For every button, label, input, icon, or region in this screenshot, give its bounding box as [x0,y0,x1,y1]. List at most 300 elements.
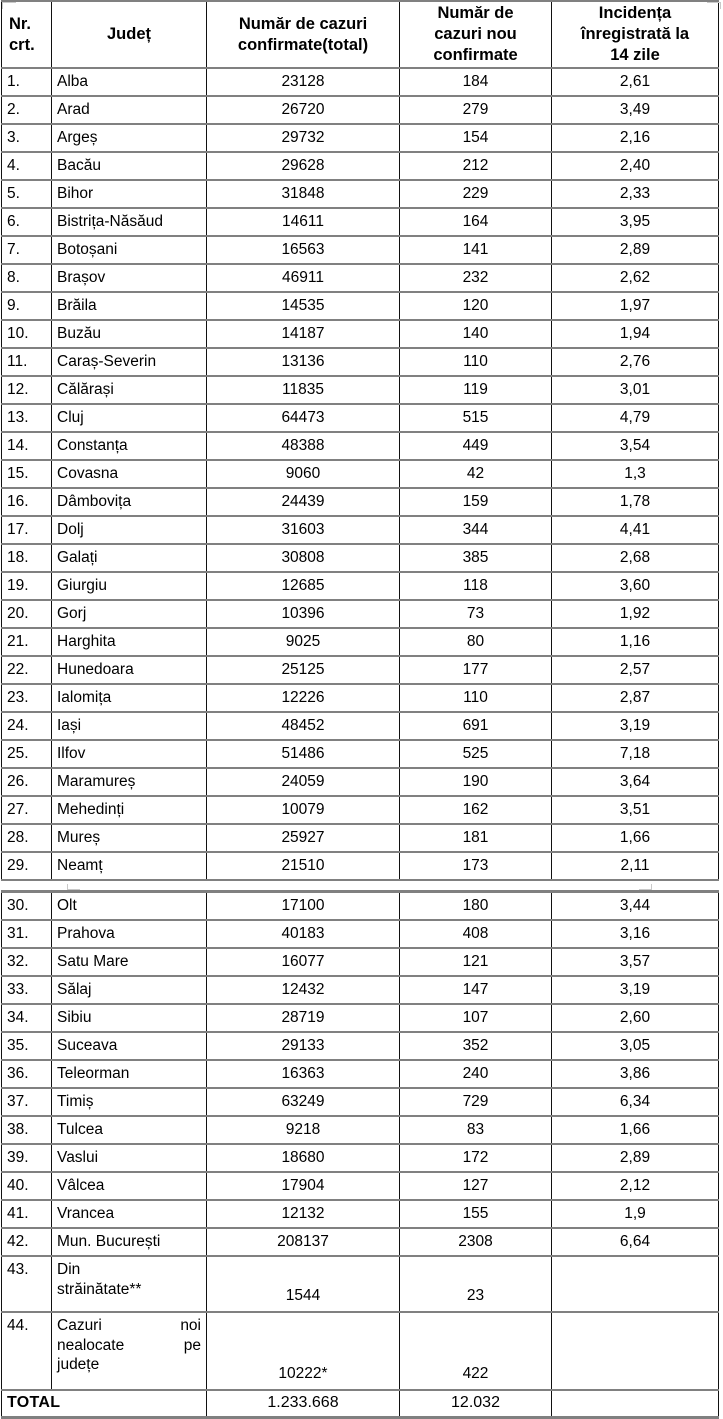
table-row [2,1312,719,1390]
cell-new-cases: 172 [400,1144,552,1172]
cell-total-cases: 64473 [207,404,400,432]
cell-nr-crt: 25. [2,740,52,768]
table-row [2,516,719,544]
cell-new-cases: 232 [400,264,552,292]
table-row [2,376,719,404]
cell-judet: Botoșani [52,236,207,264]
cell-new-cases: 83 [400,1116,552,1144]
column-header-total-line2: confirmate(total) [237,35,369,54]
cell-judet-line [57,1336,201,1356]
column-header-new-line2: cazuri nou [434,25,517,44]
cell-judet: Vrancea [52,1200,207,1228]
cell-judet-line: județe [57,1356,100,1374]
table-row [2,348,719,376]
cell-judet: Olt [52,892,207,920]
cell-incidence: 7,18 [552,740,719,768]
total-total-cases: 1.233.668 [207,1390,400,1418]
table-row [2,488,719,516]
column-header-judet [52,1,207,68]
cell-total-cases: 12432 [207,976,400,1004]
cell-judet: Bistrița-Năsăud [52,208,207,236]
cell-total-cases: 17100 [207,892,400,920]
cell-new-cases: 177 [400,656,552,684]
cell-incidence: 1,94 [552,320,719,348]
cell-total-cases: 16077 [207,948,400,976]
cell-judet: Bihor [52,180,207,208]
cell-nr-crt: 44. [2,1312,52,1390]
cell-total-cases: 25125 [207,656,400,684]
cell-nr-crt: 42. [2,1228,52,1256]
table-row [2,1172,719,1200]
cell-incidence: 3,16 [552,920,719,948]
table-row [2,208,719,236]
cell-total-cases: 9025 [207,628,400,656]
cell-judet: Timiș [52,1088,207,1116]
table-row [2,824,719,852]
page-break-mark-left [67,884,80,890]
cell-nr-crt: 34. [2,1004,52,1032]
column-header-nr-line1: Nr. [9,14,32,33]
table-row [2,320,719,348]
cell-nr-crt: 23. [2,684,52,712]
cell-incidence: 3,54 [552,432,719,460]
table-header [2,1,719,68]
cell-new-cases: 729 [400,1088,552,1116]
cell-new-cases: 385 [400,544,552,572]
cell-incidence: 3,57 [552,948,719,976]
cell-nr-crt: 39. [2,1144,52,1172]
cell-judet: Satu Mare [52,948,207,976]
cell-nr-crt: 24. [2,712,52,740]
column-header-judet-label: Județ [106,25,151,44]
cell-judet: Covasna [52,460,207,488]
cell-incidence: 3,86 [552,1060,719,1088]
table-row [2,460,719,488]
cell-nr-crt: 9. [2,292,52,320]
cell-total-cases: 10079 [207,796,400,824]
cell-new-cases: 154 [400,124,552,152]
cell-judet: Dâmbovița [52,488,207,516]
table-row [2,1256,719,1312]
cell-judet: Suceava [52,1032,207,1060]
cell-total-cases: 10222* [207,1312,400,1390]
cell-nr-crt: 35. [2,1032,52,1060]
cell-total-cases: 63249 [207,1088,400,1116]
cell-total-cases: 25927 [207,824,400,852]
cell-total-cases: 29133 [207,1032,400,1060]
table-row [2,1116,719,1144]
column-header-new-line1: Număr de [437,4,514,22]
cell-new-cases: 118 [400,572,552,600]
cell-judet: Harghita [52,628,207,656]
cell-nr-crt: 40. [2,1172,52,1200]
cell-judet: Dolj [52,516,207,544]
table-row [2,96,719,124]
cell-total-cases: 24059 [207,768,400,796]
cell-total-cases: 18680 [207,1144,400,1172]
cell-incidence: 3,64 [552,768,719,796]
cell-total-cases: 48388 [207,432,400,460]
table-row [2,852,719,880]
cell-nr-crt: 28. [2,824,52,852]
cell-judet-line2: străinătate** [57,1280,142,1298]
cell-judet: Sălaj [52,976,207,1004]
cell-nr-crt: 32. [2,948,52,976]
cell-judet: Mun. București [52,1228,207,1256]
column-header-total-cases [207,1,400,68]
table-row [2,1032,719,1060]
cell-new-cases: 107 [400,1004,552,1032]
cell-nr-crt: 43. [2,1256,52,1312]
covid-county-table-lower [1,890,719,1419]
cell-total-cases: 10396 [207,600,400,628]
cell-new-cases: 42 [400,460,552,488]
table-row [2,1060,719,1088]
cell-judet: Teleorman [52,1060,207,1088]
cell-incidence: 2,87 [552,684,719,712]
cell-judet: Alba [52,68,207,96]
cell-judet: Mehedinți [52,796,207,824]
cell-incidence: 2,12 [552,1172,719,1200]
cell-incidence: 3,60 [552,572,719,600]
cell-nr-crt: 8. [2,264,52,292]
cell-nr-crt: 29. [2,852,52,880]
cell-total-cases: 14187 [207,320,400,348]
cell-total-cases: 21510 [207,852,400,880]
cell-judet: Neamț [52,852,207,880]
cell-incidence: 2,57 [552,656,719,684]
cell-judet-line1-b: noi [180,1316,201,1334]
cell-nr-crt: 19. [2,572,52,600]
cell-new-cases: 73 [400,600,552,628]
cell-judet-line1: Din [57,1260,81,1278]
cell-nr-crt: 22. [2,656,52,684]
cell-total-cases: 40183 [207,920,400,948]
cell-new-cases: 173 [400,852,552,880]
cell-nr-crt: 4. [2,152,52,180]
table-row [2,1004,719,1032]
covid-county-table-upper [1,0,719,881]
cell-total-cases: 208137 [207,1228,400,1256]
cell-nr-crt: 13. [2,404,52,432]
cell-nr-crt: 12. [2,376,52,404]
cell-incidence: 2,60 [552,1004,719,1032]
cell-nr-crt: 5. [2,180,52,208]
cell-new-cases: 164 [400,208,552,236]
cell-new-cases: 159 [400,488,552,516]
cell-judet-line2-a: nealocate [57,1336,125,1354]
cell-incidence: 1,78 [552,488,719,516]
table-row [2,404,719,432]
cell-total-cases: 28719 [207,1004,400,1032]
cell-incidence: 2,40 [552,152,719,180]
table-row [2,292,719,320]
column-header-nr-line2: crt. [9,35,35,54]
cell-incidence: 2,68 [552,544,719,572]
table-row [2,572,719,600]
cell-incidence: 3,19 [552,976,719,1004]
column-header-new-cases [400,1,552,68]
cell-incidence: 1,92 [552,600,719,628]
table-row [2,1088,719,1116]
cell-judet: Buzău [52,320,207,348]
cell-incidence: 3,49 [552,96,719,124]
page-break-gap [1,881,718,890]
cell-judet: Hunedoara [52,656,207,684]
cell-nr-crt: 41. [2,1200,52,1228]
cell-total-cases: 17904 [207,1172,400,1200]
cell-new-cases: 147 [400,976,552,1004]
cell-new-cases: 190 [400,768,552,796]
cell-total-cases: 29732 [207,124,400,152]
cell-new-cases: 449 [400,432,552,460]
cell-incidence: 2,33 [552,180,719,208]
table-row [2,948,719,976]
cell-incidence: 1,97 [552,292,719,320]
cell-total-cases: 9218 [207,1116,400,1144]
cell-new-cases: 23 [400,1256,552,1312]
cell-nr-crt: 11. [2,348,52,376]
cell-new-cases: 184 [400,68,552,96]
table-row [2,768,719,796]
cell-total-cases: 48452 [207,712,400,740]
table-row [2,544,719,572]
cell-new-cases: 110 [400,348,552,376]
cell-new-cases: 525 [400,740,552,768]
cell-incidence: 6,34 [552,1088,719,1116]
cell-new-cases: 212 [400,152,552,180]
column-header-incidence [552,1,719,68]
cell-total-cases: 12226 [207,684,400,712]
cell-incidence: 2,76 [552,348,719,376]
cell-new-cases: 408 [400,920,552,948]
cell-new-cases: 80 [400,628,552,656]
table-row [2,236,719,264]
cell-judet: Iași [52,712,207,740]
cell-incidence: 3,51 [552,796,719,824]
cell-judet: Mureș [52,824,207,852]
cell-judet-line2-b: pe [183,1336,201,1354]
cell-judet: Caraș-Severin [52,348,207,376]
cell-nr-crt: 6. [2,208,52,236]
column-header-incidence-line1: Incidența [598,4,672,22]
cell-new-cases: 140 [400,320,552,348]
cell-new-cases: 121 [400,948,552,976]
table-total-row [2,1390,719,1418]
cell-incidence [552,1312,719,1390]
cell-nr-crt: 37. [2,1088,52,1116]
cell-new-cases: 344 [400,516,552,544]
table-row [2,740,719,768]
cell-total-cases: 29628 [207,152,400,180]
table-row [2,1144,719,1172]
page-break-mark-right [639,884,652,890]
cell-total-cases: 13136 [207,348,400,376]
cell-judet-line [57,1316,201,1336]
column-header-incidence-line3: 14 zile [610,46,660,65]
cell-incidence: 3,19 [552,712,719,740]
cell-judet: Prahova [52,920,207,948]
cell-incidence: 2,16 [552,124,719,152]
cell-incidence: 1,9 [552,1200,719,1228]
cell-nr-crt: 7. [2,236,52,264]
cell-judet: Galați [52,544,207,572]
table-row [2,264,719,292]
cell-judet [52,1256,207,1312]
table-row [2,68,719,96]
total-incidence [552,1390,719,1418]
cell-nr-crt: 17. [2,516,52,544]
cell-judet: Ialomița [52,684,207,712]
cell-new-cases: 120 [400,292,552,320]
cell-judet: Tulcea [52,1116,207,1144]
cell-new-cases: 240 [400,1060,552,1088]
cell-new-cases: 180 [400,892,552,920]
cell-nr-crt: 30. [2,892,52,920]
cell-total-cases: 24439 [207,488,400,516]
cell-total-cases: 31848 [207,180,400,208]
cell-incidence: 2,11 [552,852,719,880]
cell-nr-crt: 18. [2,544,52,572]
table-row [2,600,719,628]
cell-nr-crt: 20. [2,600,52,628]
cell-nr-crt: 10. [2,320,52,348]
cell-new-cases: 181 [400,824,552,852]
cell-incidence: 3,01 [552,376,719,404]
cell-nr-crt: 3. [2,124,52,152]
column-header-nr-crt [2,1,52,68]
cell-total-cases: 12685 [207,572,400,600]
table-row [2,628,719,656]
cell-nr-crt: 15. [2,460,52,488]
cell-total-cases: 26720 [207,96,400,124]
cell-judet: Vâlcea [52,1172,207,1200]
cell-judet: Constanța [52,432,207,460]
cell-new-cases: 422 [400,1312,552,1390]
cell-total-cases: 9060 [207,460,400,488]
cell-nr-crt: 26. [2,768,52,796]
cell-incidence: 2,89 [552,1144,719,1172]
cell-new-cases: 127 [400,1172,552,1200]
cell-incidence: 1,3 [552,460,719,488]
table-body-lower [2,892,719,1418]
cell-total-cases: 12132 [207,1200,400,1228]
cell-incidence: 3,44 [552,892,719,920]
cell-nr-crt: 38. [2,1116,52,1144]
table-row [2,796,719,824]
cell-judet: Gorj [52,600,207,628]
table-row [2,656,719,684]
table-body-upper [2,68,719,880]
table-row [2,920,719,948]
cell-incidence: 3,05 [552,1032,719,1060]
cell-judet: Arad [52,96,207,124]
cell-total-cases: 46911 [207,264,400,292]
cell-judet: Ilfov [52,740,207,768]
cell-incidence: 2,89 [552,236,719,264]
cell-incidence: 2,61 [552,68,719,96]
cell-nr-crt: 14. [2,432,52,460]
cell-judet: Giurgiu [52,572,207,600]
cell-new-cases: 2308 [400,1228,552,1256]
cell-judet: Bacău [52,152,207,180]
column-header-new-line3: confirmate [433,46,518,65]
cell-incidence: 4,41 [552,516,719,544]
cell-new-cases: 110 [400,684,552,712]
cell-judet: Brașov [52,264,207,292]
cell-nr-crt: 2. [2,96,52,124]
cell-incidence: 3,95 [552,208,719,236]
cell-total-cases: 16363 [207,1060,400,1088]
cell-incidence: 1,66 [552,1116,719,1144]
cell-judet: Sibiu [52,1004,207,1032]
cell-judet-line1-a: Cazuri [57,1316,102,1334]
cell-nr-crt: 27. [2,796,52,824]
cell-judet: Argeș [52,124,207,152]
cell-new-cases: 119 [400,376,552,404]
cell-new-cases: 279 [400,96,552,124]
cell-judet: Vaslui [52,1144,207,1172]
cell-total-cases: 30808 [207,544,400,572]
cell-total-cases: 1544 [207,1256,400,1312]
cell-new-cases: 162 [400,796,552,824]
cell-total-cases: 11835 [207,376,400,404]
total-label: TOTAL [2,1390,207,1418]
cell-new-cases: 352 [400,1032,552,1060]
cell-judet [52,1312,207,1390]
table-row [2,152,719,180]
cell-nr-crt: 31. [2,920,52,948]
cell-new-cases: 515 [400,404,552,432]
table-row [2,712,719,740]
cell-incidence: 2,62 [552,264,719,292]
table-row [2,1228,719,1256]
table-row [2,1200,719,1228]
cell-judet: Maramureș [52,768,207,796]
table-row [2,432,719,460]
cell-incidence: 1,66 [552,824,719,852]
cell-nr-crt: 16. [2,488,52,516]
cell-judet: Brăila [52,292,207,320]
cell-total-cases: 16563 [207,236,400,264]
table-row [2,124,719,152]
table-row [2,180,719,208]
table-row [2,976,719,1004]
cell-judet: Călărași [52,376,207,404]
cell-nr-crt: 21. [2,628,52,656]
table-row [2,684,719,712]
cell-new-cases: 691 [400,712,552,740]
cell-total-cases: 51486 [207,740,400,768]
total-new-cases: 12.032 [400,1390,552,1418]
cell-incidence: 1,16 [552,628,719,656]
cell-new-cases: 155 [400,1200,552,1228]
cell-judet: Cluj [52,404,207,432]
cell-nr-crt: 36. [2,1060,52,1088]
column-header-total-line1: Număr de cazuri [238,14,368,33]
cell-nr-crt: 33. [2,976,52,1004]
cell-nr-crt: 1. [2,68,52,96]
cell-total-cases: 23128 [207,68,400,96]
table-header-row [2,1,719,68]
cell-total-cases: 14611 [207,208,400,236]
cell-new-cases: 229 [400,180,552,208]
cell-total-cases: 14535 [207,292,400,320]
cell-incidence: 4,79 [552,404,719,432]
column-header-incidence-line2: înregistrată la [580,25,690,44]
table-row [2,892,719,920]
cell-incidence [552,1256,719,1312]
